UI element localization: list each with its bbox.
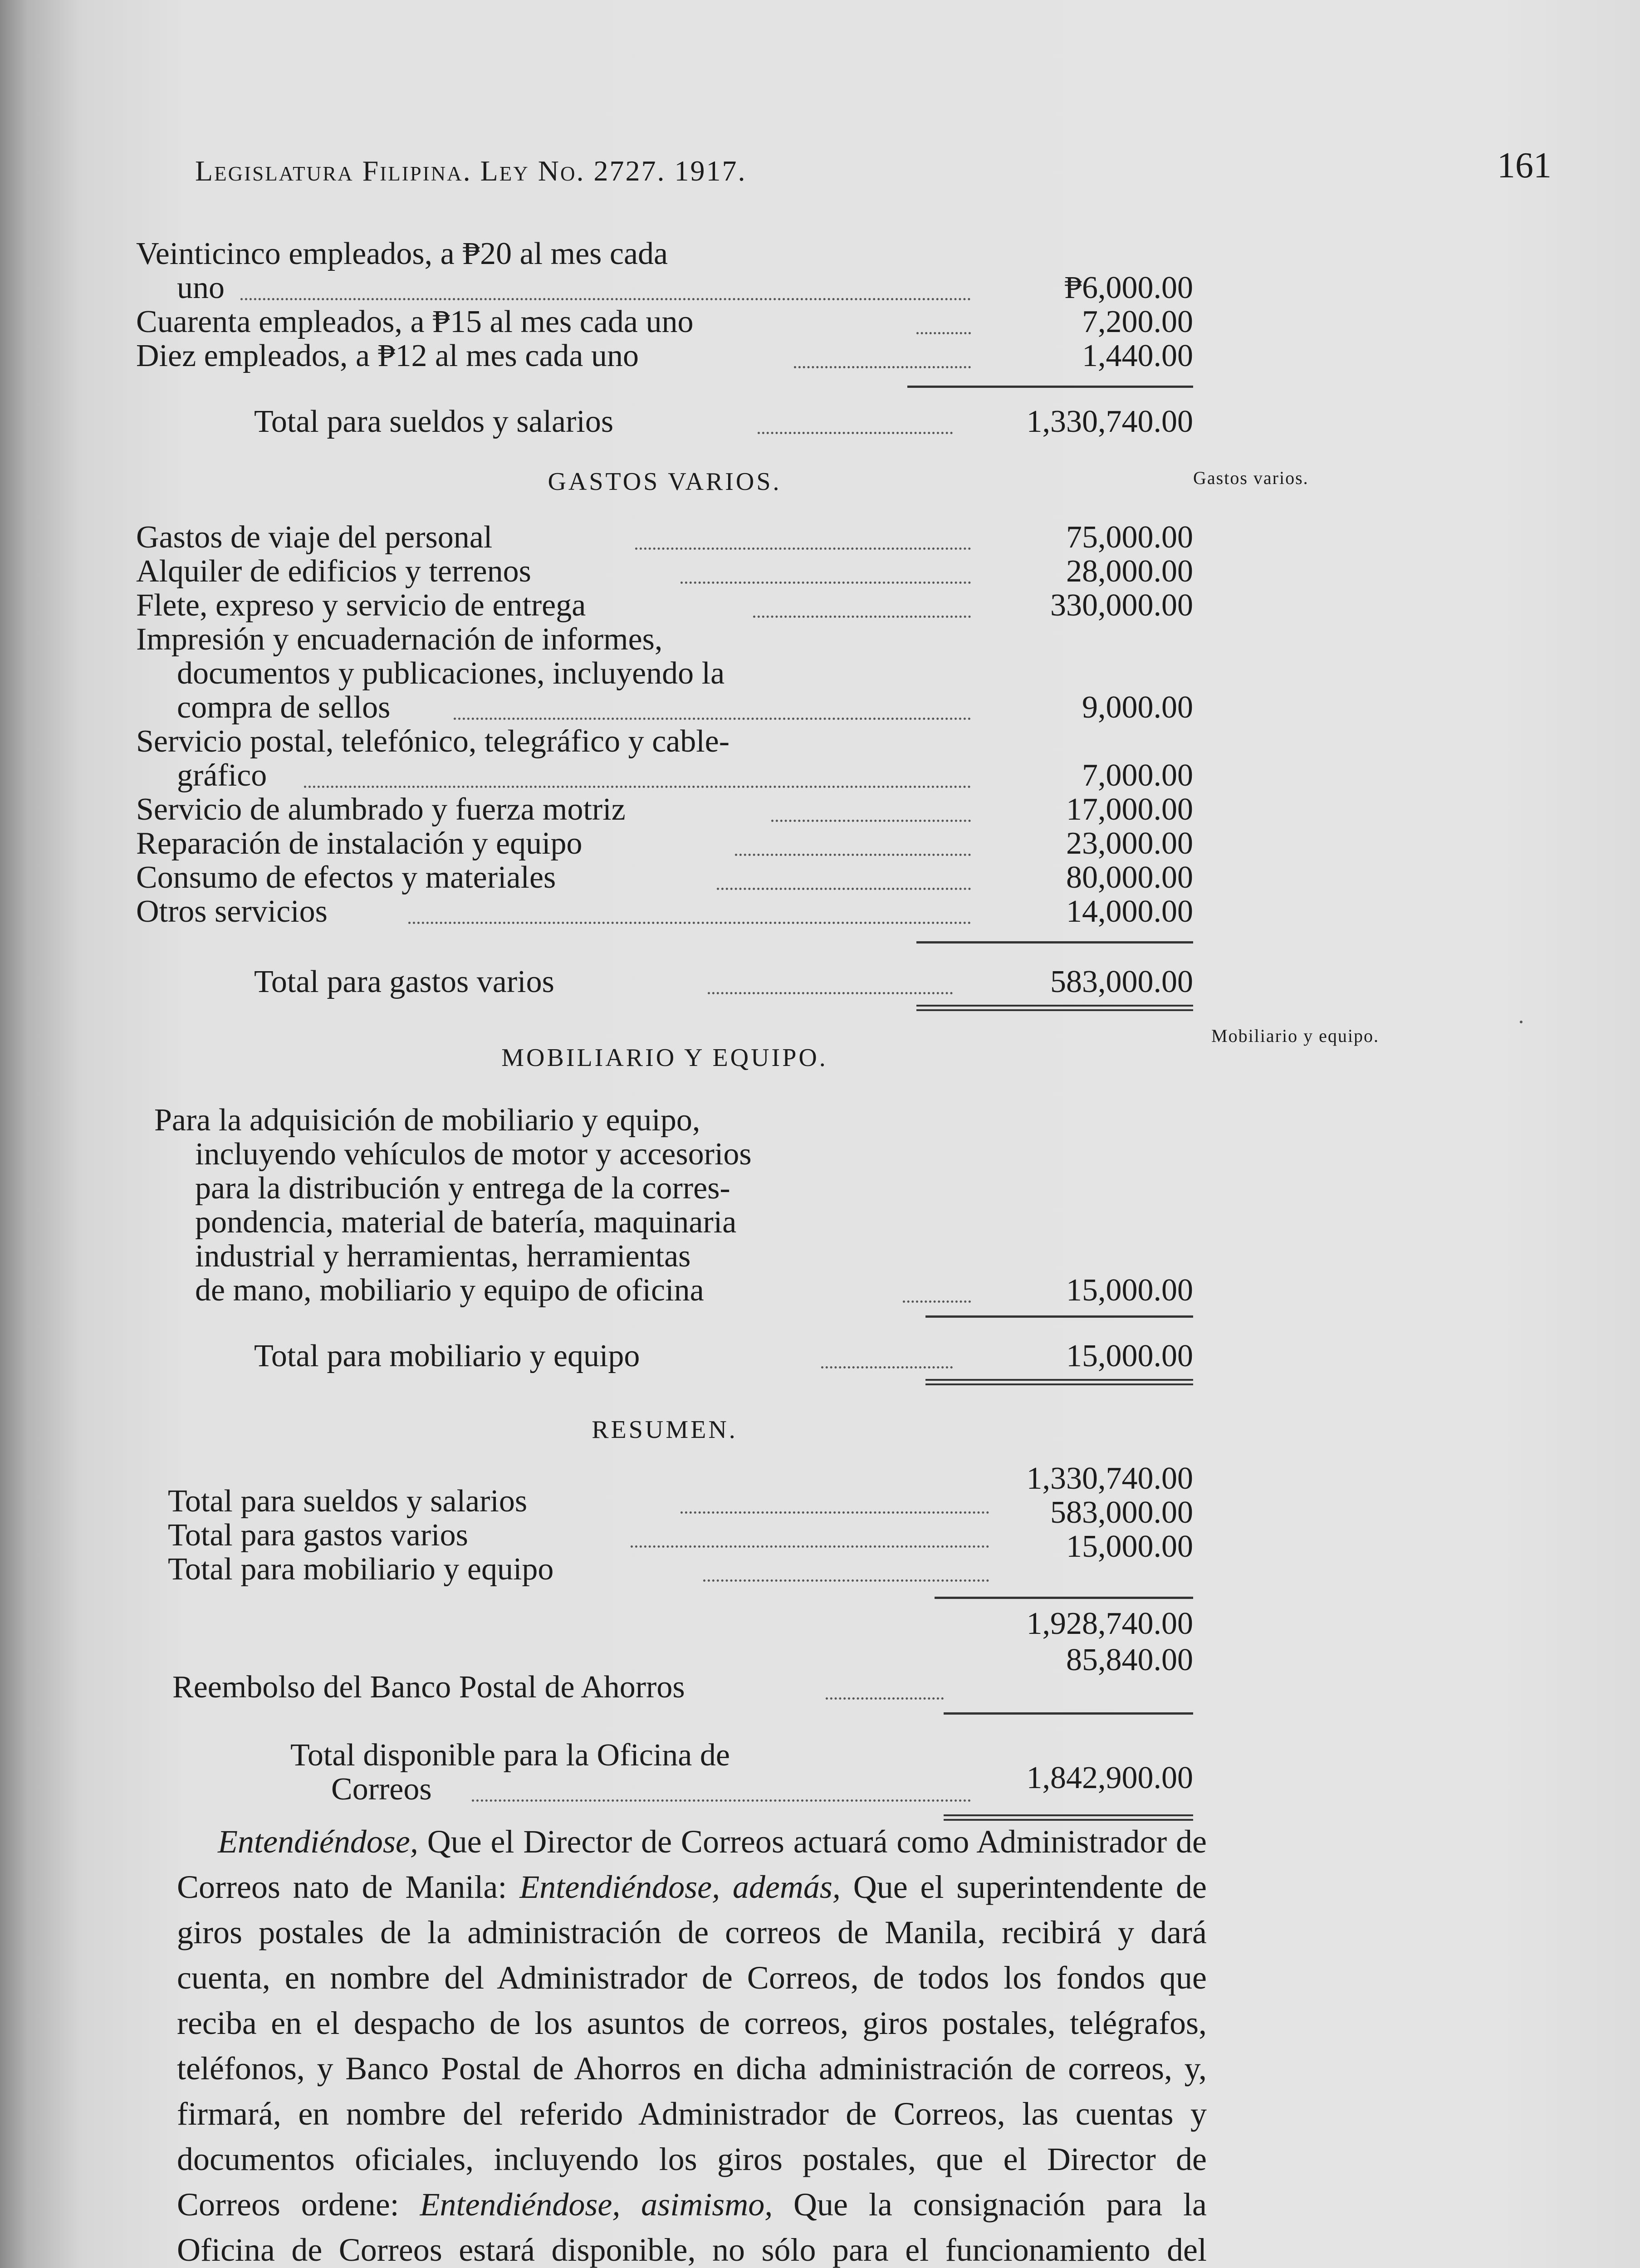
paragraph-text: Que el superintendente de giros postales de la administración de correos de Manila, recibirá y dará cuenta, en nombre del Administrador de Correos, de todos los fondos que reciba en el despacho de los asuntos de correos, giros postales, telégrafos, teléfonos, y Banco Postal de Ahorros en dicha administración de correos, y, firmará, en nombre del referido Administrador de Correos, las cuentas y documentos oficiales, incluyendo los giros postales, que el Director de Correos ordene: xyxy=(177,1869,1207,2223)
mobiliario-line: industrial y herramientas, herramientas xyxy=(195,1239,691,1274)
page-number: 161 xyxy=(1497,146,1552,186)
leader-dots xyxy=(717,888,971,890)
gastos-row: Gastos de viaje del personal 75,000.00 xyxy=(136,520,1193,555)
salary-row: Cuarenta empleados, a ₱15 al mes cada uno 7,200.00 xyxy=(136,304,1193,339)
amount: 1,928,740.00 xyxy=(1026,1606,1193,1641)
paper-speck xyxy=(1520,1021,1523,1023)
mobiliario-line: de mano, mobiliario y equipo de oficina 15,000.00 xyxy=(195,1273,1193,1308)
amount: 7,000.00 xyxy=(1082,758,1193,793)
sum-rule xyxy=(925,1315,1193,1318)
amount: 15,000.00 xyxy=(1066,1529,1193,1564)
amount: 28,000.00 xyxy=(1066,554,1193,589)
gastos-row: Servicio de alumbrado y fuerza motriz 17,000.00 xyxy=(136,792,1193,827)
amount: 85,840.00 xyxy=(1066,1642,1193,1677)
running-title: Legislatura Filipina. Ley No. 2727. 1917. xyxy=(195,155,747,187)
resumen-row: Total para sueldos y salarios xyxy=(136,1483,1193,1520)
final-total-row: Correos xyxy=(136,1771,1193,1808)
amount: 1,330,740.00 xyxy=(1026,404,1193,439)
leader-dots xyxy=(472,1799,971,1802)
page-header xyxy=(195,145,1552,195)
double-rule xyxy=(916,1005,1193,1011)
amount: 17,000.00 xyxy=(1066,792,1193,827)
mobiliario-line: incluyendo vehículos de motor y accesorios xyxy=(195,1137,752,1172)
gastos-row: Servicio postal, telefónico, telegráfico y cable- xyxy=(136,724,730,759)
amount: 15,000.00 xyxy=(1066,1273,1193,1308)
resumen-row: Total para mobiliario y equipo xyxy=(136,1551,1193,1588)
gastos-row: documentos y publicaciones, incluyendo la xyxy=(177,656,725,691)
mobiliario-line: para la distribución y entrega de la corres- xyxy=(195,1171,730,1206)
leader-dots xyxy=(304,786,971,788)
gastos-row: Impresión y encuadernación de informes, xyxy=(136,622,663,657)
final-total-row: Total disponible para la Oficina de xyxy=(290,1738,730,1773)
mobiliario-total-row: Total para mobiliario y equipo 15,000.00 xyxy=(254,1339,1193,1374)
gastos-row: Flete, expreso y servicio de entrega 330,000.00 xyxy=(136,588,1193,623)
amount: 14,000.00 xyxy=(1066,894,1193,929)
proviso-paragraph xyxy=(177,1819,1207,2268)
amount: ₱6,000.00 xyxy=(1064,270,1193,305)
italic-proviso: Entendiéndose, además, xyxy=(519,1869,841,1905)
leader-dots xyxy=(794,366,971,368)
amount: 9,000.00 xyxy=(1082,690,1193,725)
margin-note-gastos: Gastos varios. xyxy=(1193,468,1309,488)
leader-dots xyxy=(240,298,971,300)
amount: 23,000.00 xyxy=(1066,826,1193,861)
salary-row: Diez empleados, a ₱12 al mes cada uno 1,440.00 xyxy=(136,338,1193,373)
italic-proviso: Entendiéndose, asimismo, xyxy=(420,2186,773,2223)
leader-dots xyxy=(735,854,971,856)
gastos-row: Consumo de efectos y materiales 80,000.00 xyxy=(136,860,1193,895)
amount: 1,440.00 xyxy=(1082,338,1193,373)
paragraph-text: Que el Director de Correos actuará como Administrador de Correos nato de Manila: xyxy=(177,1823,1207,1905)
leader-dots xyxy=(821,1366,953,1369)
italic-proviso: Entendiéndose, xyxy=(218,1823,418,1860)
margin-note-mobiliario: Mobiliario y equipo. xyxy=(1211,1026,1379,1046)
leader-dots xyxy=(680,582,971,584)
section-heading: GASTOS VARIOS. xyxy=(548,468,782,496)
leader-dots xyxy=(903,1300,971,1303)
gastos-row: Alquiler de edificios y terrenos 28,000.00 xyxy=(136,554,1193,589)
resumen-row: Total para gastos varios xyxy=(136,1517,1193,1554)
amount: 330,000.00 xyxy=(1050,588,1193,623)
gastos-row: Reparación de instalación y equipo 23,000.00 xyxy=(136,826,1193,861)
amount: 7,200.00 xyxy=(1082,304,1193,339)
leader-dots xyxy=(635,547,971,550)
salary-row: Veinticinco empleados, a ₱20 al mes cada xyxy=(136,236,668,271)
section-heading: MOBILIARIO Y EQUIPO. xyxy=(501,1044,828,1072)
sum-rule xyxy=(916,941,1193,943)
reembolso-row: Reembolso del Banco Postal de Ahorros xyxy=(136,1669,1193,1706)
leader-dots xyxy=(408,922,971,924)
amount: 15,000.00 xyxy=(1066,1339,1193,1374)
section-heading: RESUMEN. xyxy=(592,1416,738,1444)
leader-dots xyxy=(753,616,971,618)
double-rule xyxy=(925,1379,1193,1385)
amount: 1,330,740.00 xyxy=(1026,1461,1193,1496)
salary-row: uno ₱6,000.00 xyxy=(177,270,1193,305)
sum-rule xyxy=(907,386,1193,388)
mobiliario-line: pondencia, material de batería, maquinaria xyxy=(195,1205,737,1240)
gastos-row: gráfico 7,000.00 xyxy=(177,758,1193,793)
resumen-subtotal xyxy=(136,1606,1193,1642)
amount: 583,000.00 xyxy=(1050,964,1193,999)
paragraph-text: Que la consignación para la Oficina de Correos estará disponible, no sólo para el funcionamiento del xyxy=(177,2186,1207,2268)
sum-rule xyxy=(935,1597,1193,1599)
gastos-row: Otros servicios 14,000.00 xyxy=(136,894,1193,929)
amount: 80,000.00 xyxy=(1066,860,1193,895)
leader-dots xyxy=(758,432,953,434)
leader-dots xyxy=(708,992,953,994)
leader-dots xyxy=(916,332,971,334)
mobiliario-line: Para la adquisición de mobiliario y equipo, xyxy=(154,1103,700,1138)
leader-dots xyxy=(703,1579,989,1582)
leader-dots xyxy=(771,820,971,822)
gastos-row: compra de sellos 9,000.00 xyxy=(177,690,1193,725)
salary-total-row: Total para sueldos y salarios 1,330,740.00 xyxy=(254,404,1193,439)
amount: 75,000.00 xyxy=(1066,520,1193,555)
leader-dots xyxy=(454,718,971,720)
gastos-total-row: Total para gastos varios 583,000.00 xyxy=(254,964,1193,999)
sum-rule xyxy=(944,1712,1193,1715)
amount: 1,842,900.00 xyxy=(1026,1760,1193,1795)
amount: 583,000.00 xyxy=(1050,1495,1193,1530)
leader-dots xyxy=(826,1697,944,1700)
